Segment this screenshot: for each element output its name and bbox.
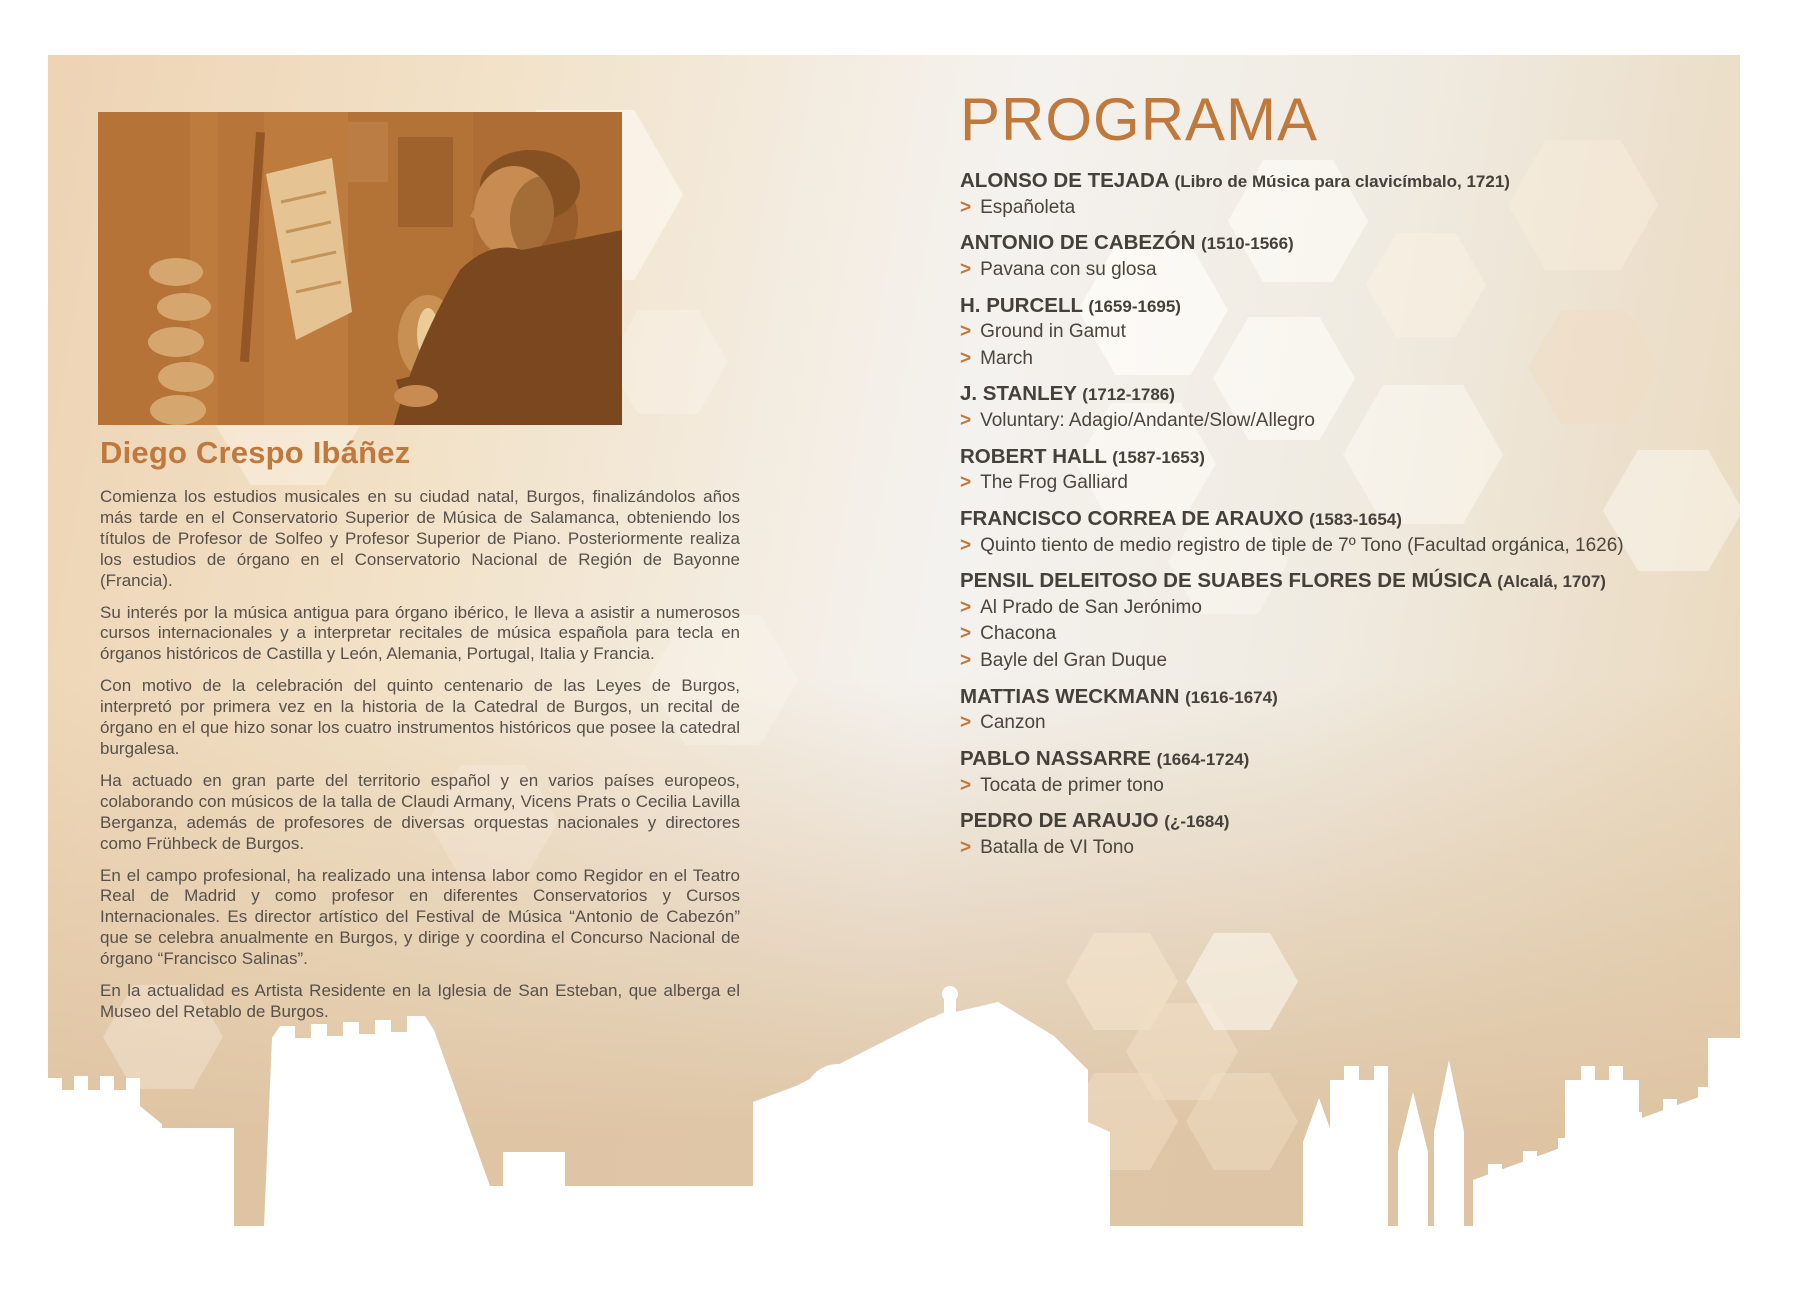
piece-list [960,195,1740,222]
composer-name: FRANCISCO CORREA DE ARAUXO [960,506,1304,530]
hexagon-decoration [608,310,728,414]
piece-title: Chacona [980,623,1057,645]
piece-list [960,710,1740,737]
program-piece [960,346,1740,373]
composer-detail: (Alcalá, 1707) [1497,572,1606,592]
piece-title: Quinto tiento de medio registro de tiple de 7º Tono (Facultad orgánica, 1626) [980,534,1624,556]
composer-line [960,380,1740,408]
composer-name: ROBERT HALL [960,444,1107,468]
composer-line [960,167,1740,195]
program-entry [960,567,1740,674]
bio-paragraph: Con motivo de la celebración del quinto centenario de las Leyes de Burgos, interpretó por primera vez en la historia de la Catedral de Burgos, un recital de órgano en el que hizo sonar los cuatro instrumentos históricos que posee la catedral burgalesa. [100,676,740,758]
composer-detail: (1664-1724) [1156,749,1250,769]
program-piece [960,195,1740,222]
piece-title: Españoleta [980,196,1076,218]
composer-detail: (1583-1654) [1309,509,1402,529]
organist-photo [98,112,622,425]
piece-title: Tocata de primer tono [980,774,1164,796]
program-entry [960,380,1740,434]
piece-bullet-icon: > [960,774,972,796]
composer-line [960,229,1740,257]
composer-line [960,745,1740,773]
piece-bullet-icon: > [960,410,972,432]
bio-paragraph: En la actualidad es Artista Residente en la Iglesia de San Esteban, que alberga el Museo del Retablo de Burgos. [100,981,740,1021]
piece-bullet-icon: > [960,623,972,645]
piece-list [960,470,1740,497]
composer-detail: (1510-1566) [1201,234,1294,254]
composer-line [960,807,1740,835]
bio-paragraphs [100,487,740,1034]
piece-bullet-icon: > [960,836,972,858]
composer-name: ALONSO DE TEJADA [960,169,1169,192]
piece-list [960,773,1740,800]
program-column [960,88,1740,861]
organist-photo-illustration [98,112,622,425]
piece-list [960,319,1740,372]
piece-title: Canzon [980,712,1046,734]
bio-paragraph: Su interés por la música antigua para órgano ibérico, le lleva a asistir a numerosos cursos internacionales y a interpretar recitales de música española para tecla en órganos históricos de Castilla y León, Alemania, Portugal, Italia y Francia. [100,602,740,664]
program-entry [960,292,1740,373]
program-piece [960,773,1740,800]
composer-detail: (1659-1695) [1088,296,1181,316]
composer-detail: (Libro de Música para clavicímbalo, 1721) [1174,172,1510,191]
burgos-skyline-silhouette [48,980,1740,1250]
piece-list [960,533,1740,560]
piece-title: Ground in Gamut [980,321,1126,343]
program-piece [960,648,1740,675]
piece-bullet-icon: > [960,596,972,618]
piece-title: Batalla de VI Tono [980,836,1134,858]
piece-title: Al Prado de San Jerónimo [980,596,1202,618]
program-piece [960,595,1740,622]
piece-list [960,595,1740,675]
piece-bullet-icon: > [960,196,972,218]
composer-name: MATTIAS WECKMANN [960,684,1180,708]
program-entry [960,443,1740,497]
piece-title: Bayle del Gran Duque [980,650,1168,672]
piece-bullet-icon: > [960,650,972,672]
program-entry [960,167,1740,221]
bio-paragraph: Comienza los estudios musicales en su ciudad natal, Burgos, finalizándolos años más tarde en el Conservatorio Superior de Música de Salamanca, obteniendo los títulos de Profesor de Solfeo y Profesor Superior de Piano. Posteriormente realiza los estudios de órgano en el Conservatorio Nacional de Región de Bayonne (Francia). [100,487,740,590]
program-title: PROGRAMA [960,86,1319,153]
composer-name: PABLO NASSARRE [960,746,1151,770]
program-piece [960,319,1740,346]
bio-paragraph: Ha actuado en gran parte del territorio español y en varios países europeos, colaborando con músicos de la talla de Claudi Armany, Vicens Prats o Cecilia Lavilla Berganza, además de profesores de diversas orquestas nacionales y directores como Frühbeck de Burgos. [100,770,740,853]
composer-line [960,505,1740,533]
composer-name: PENSIL DELEITOSO DE SUABES FLORES DE MÚSICA [960,569,1492,593]
composer-line [960,292,1740,320]
composer-detail: (1587-1653) [1112,447,1205,467]
piece-bullet-icon: > [960,258,972,280]
composer-detail: (1712-1786) [1082,385,1175,405]
bio-name: Diego Crespo Ibáñez [100,435,411,470]
program-piece [960,408,1740,435]
piece-bullet-icon: > [960,534,972,556]
composer-name: ANTONIO DE CABEZÓN [960,231,1196,255]
piece-bullet-icon: > [960,321,972,343]
composer-detail: (¿-1684) [1164,812,1230,832]
program-piece [960,257,1740,284]
piece-list [960,835,1740,862]
program-entry [960,807,1740,861]
piece-bullet-icon: > [960,347,972,369]
composer-detail: (1616-1674) [1185,687,1278,707]
piece-bullet-icon: > [960,472,972,494]
composer-line [960,683,1740,711]
composer-name: PEDRO DE ARAUJO [960,809,1159,833]
program-entry [960,745,1740,799]
program-piece [960,533,1740,560]
program-entry [960,229,1740,283]
composer-line [960,567,1740,595]
composer-line [960,443,1740,471]
program-entries [960,167,1740,861]
composer-name: H. PURCELL [960,293,1083,317]
piece-list [960,408,1740,435]
brochure-panel [48,55,1740,1250]
composer-name: J. STANLEY [960,382,1077,406]
program-piece [960,710,1740,737]
program-piece [960,621,1740,648]
piece-title: The Frog Galliard [980,472,1128,494]
piece-title: March [980,347,1033,369]
piece-title: Pavana con su glosa [980,258,1157,280]
piece-list [960,257,1740,284]
program-entry [960,683,1740,737]
program-piece [960,470,1740,497]
piece-bullet-icon: > [960,712,972,734]
program-entry [960,505,1740,559]
program-piece [960,835,1740,862]
bio-paragraph: En el campo profesional, ha realizado una intensa labor como Regidor en el Teatro Real de Madrid y como profesor en diferentes Conservatorios y Cursos Internacionales. Es director artístico del Festival de Música “Antonio de Cabezón” que se celebra anualmente en Burgos, y dirige y coordina el Concurso Nacional de órgano “Francisco Salinas”. [100,865,740,969]
piece-title: Voluntary: Adagio/Andante/Slow/Allegro [980,410,1315,432]
